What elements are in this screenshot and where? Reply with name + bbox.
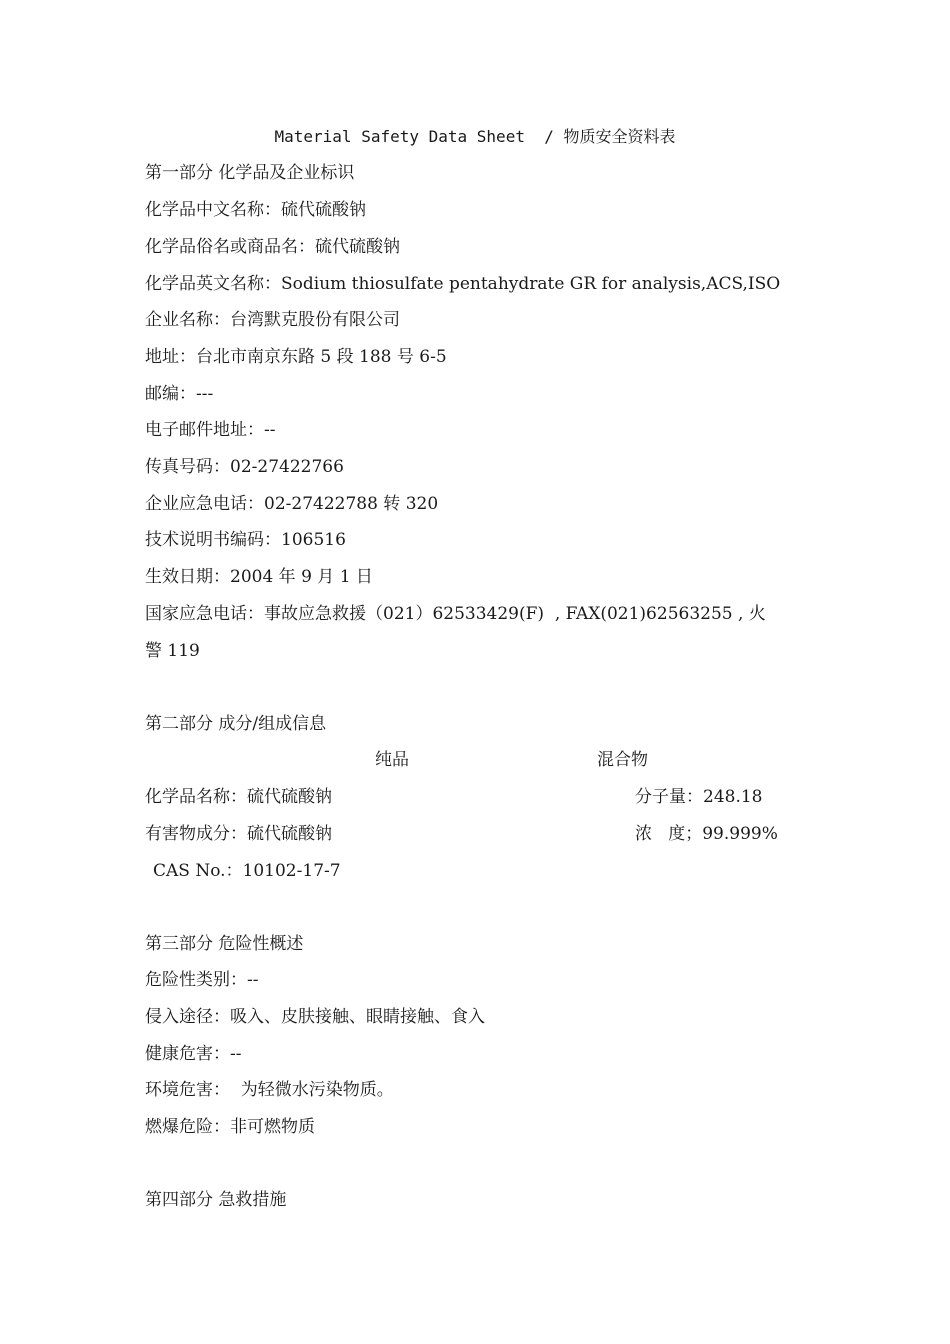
document-title: Material Safety Data Sheet / 物质安全资料表 — [274, 127, 676, 146]
field-fire-hazard: 燃爆危险：非可燃物质 — [145, 1117, 315, 1137]
field-hazard-class: 危险性类别：-- — [145, 970, 259, 990]
field-concentration: 浓 度；99.999% — [635, 824, 778, 844]
field-email: 电子邮件地址：-- — [145, 420, 276, 440]
field-address: 地址：台北市南京东路 5 段 188 号 6-5 — [145, 347, 447, 367]
section-heading-part2: 第二部分 成分/组成信息 — [145, 714, 327, 734]
field-en-name: 化学品英文名称：Sodium thiosulfate pentahydrate GR for analysis,ACS,ISO — [145, 274, 781, 294]
section-heading-part1: 第一部分 化学品及企业标识 — [145, 163, 355, 183]
column-header-mixture: 混合物 — [597, 750, 648, 770]
field-cn-name: 化学品中文名称：硫代硫酸钠 — [145, 200, 366, 220]
field-company: 企业名称：台湾默克股份有限公司 — [145, 310, 400, 330]
field-chem-name: 化学品名称：硫代硫酸钠 — [145, 787, 332, 807]
field-doc-code: 技术说明书编码：106516 — [145, 530, 346, 550]
section-heading-part4: 第四部分 急救措施 — [145, 1190, 287, 1210]
field-postcode: 邮编：--- — [145, 384, 214, 404]
field-environment-hazard: 环境危害： 为轻微水污染物质。 — [145, 1080, 394, 1100]
field-national-phone: 国家应急电话：事故应急救援（021）62533429(F) , FAX(021)62563255 , 火 — [145, 604, 766, 624]
field-cas-number: CAS No.：10102-17-7 — [153, 861, 341, 881]
field-mol-weight: 分子量：248.18 — [635, 787, 763, 807]
field-common-name: 化学品俗名或商品名：硫代硫酸钠 — [145, 237, 400, 257]
field-routes: 侵入途径：吸入、皮肤接触、眼睛接触、食入 — [145, 1007, 485, 1027]
column-header-pure: 纯品 — [375, 750, 409, 770]
field-national-phone-cont: 警 119 — [145, 641, 200, 661]
field-hazard-component: 有害物成分：硫代硫酸钠 — [145, 824, 332, 844]
field-emergency-phone: 企业应急电话：02-27422788 转 320 — [145, 494, 439, 514]
field-health-hazard: 健康危害：-- — [145, 1044, 242, 1064]
field-fax: 传真号码：02-27422766 — [145, 457, 344, 477]
field-effective-date: 生效日期：2004 年 9 月 1 日 — [145, 567, 373, 587]
section-heading-part3: 第三部分 危险性概述 — [145, 934, 304, 954]
